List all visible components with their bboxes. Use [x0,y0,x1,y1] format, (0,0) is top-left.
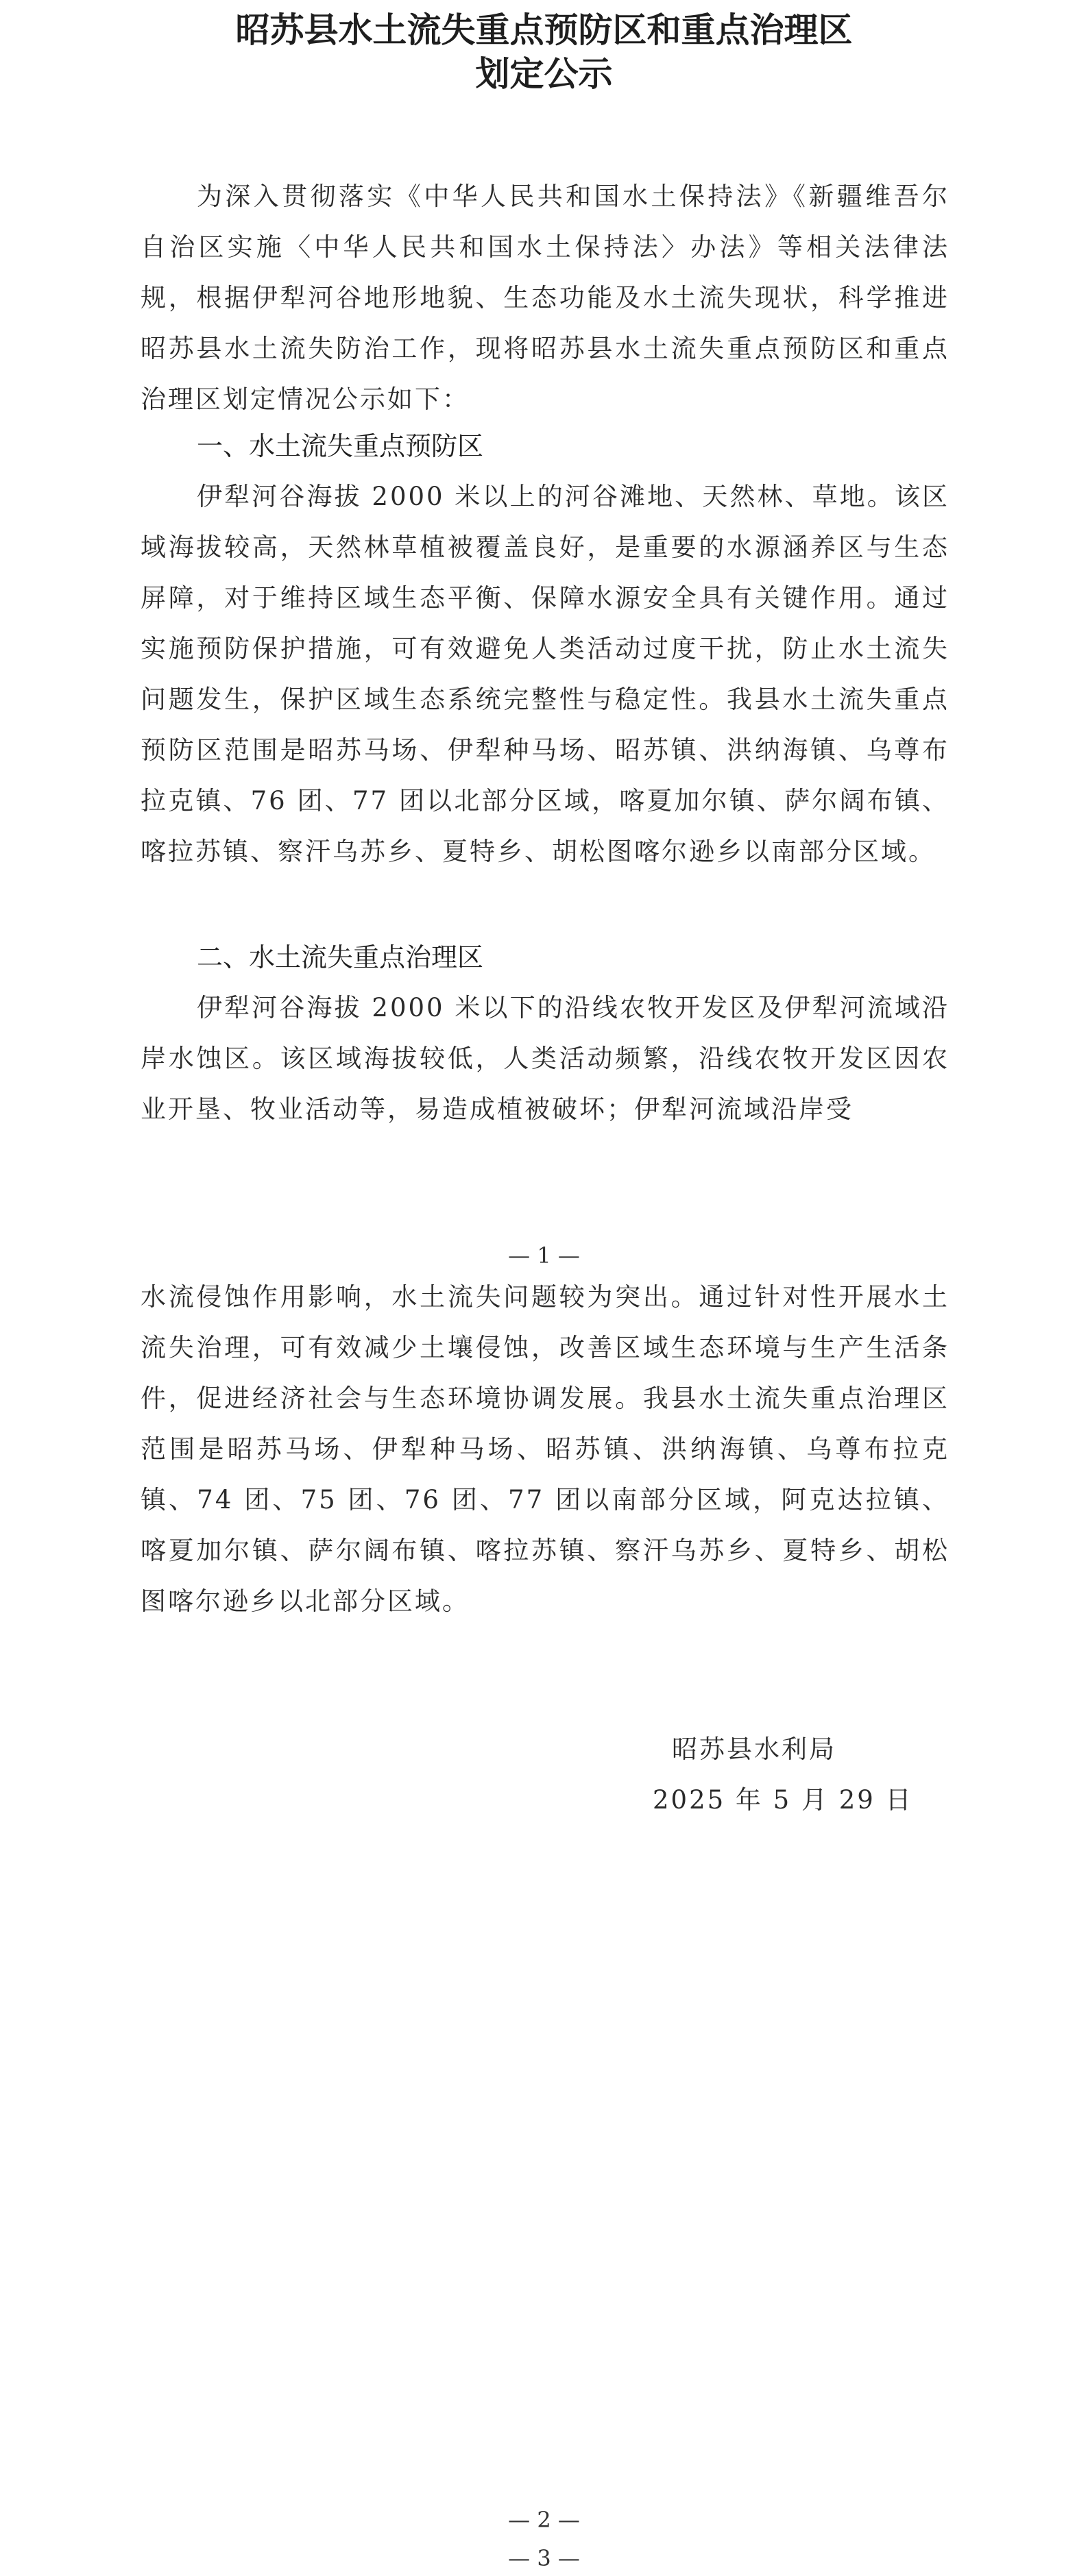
signature-org: 昭苏县水利局 [672,1734,836,1764]
document-title-line1: 昭苏县水土流失重点预防区和重点治理区 [235,10,853,50]
section2-paragraph-page2: 水流侵蚀作用影响，水土流失问题较为突出。通过针对性开展水土流失治理，可有效减少土壤侵蚀，改善区域生态环境与生产生活条件，促进经济社会与生态环境协调发展。我县水土流失重点治理区范围是昭苏马场、伊犁种马场、昭苏镇、洪纳海镇、乌尊布拉克镇、74 团、75 团、76 团、77 团以南部分区域，阿克达拉镇、喀夏加尔镇、萨尔阔布镇、喀拉苏镇、察汗乌苏乡、夏特乡、胡松图喀尔逊乡以北部分区域。 [141,1282,950,1616]
signature-date: 2025 年 5 月 29 日 [653,1785,913,1815]
intro-paragraph: 为深入贯彻落实《中华人民共和国水土保持法》《新疆维吾尔自治区实施〈中华人民共和国水土保持法〉办法》等相关法律法规，根据伊犁河谷地形地貌、生态功能及水土流失现状，科学推进昭苏县水土流失防治工作，现将昭苏县水土流失重点预防区和重点治理区划定情况公示如下： [141,182,950,414]
page-number-1: — 1 — [508,1242,580,1268]
section1-paragraph: 伊犁河谷海拔 2000 米以上的河谷滩地、天然林、草地。该区域海拔较高，天然林草植被覆盖良好，是重要的水源涵养区与生态屏障，对于维持区域生态平衡、保障水源安全具有关键作用。通过实施预防保护措施，可有效避免人类活动过度干扰，防止水土流失问题发生，保护区域生态系统完整性与稳定性。我县水土流失重点预防区范围是昭苏马场、伊犁种马场、昭苏镇、洪纳海镇、乌尊布拉克镇、76 团、77 团以北部分区域，喀夏加尔镇、萨尔阔布镇、喀拉苏镇、察汗乌苏乡、夏特乡、胡松图喀尔逊乡以南部分区域。 [141,482,950,866]
section2-heading: 二、水土流失重点治理区 [197,942,484,972]
document-title-line2: 划定公示 [475,53,613,94]
section2-paragraph-page1: 伊犁河谷海拔 2000 米以下的沿线农牧开发区及伊犁河流域沿岸水蚀区。该区域海拔较低，人类活动频繁，沿线农牧开发区因农业开垦、牧业活动等，易造成植被破坏；伊犁河流域沿岸受 [141,993,950,1124]
page-number-2: — 2 — [508,2507,580,2533]
section1-heading: 一、水土流失重点预防区 [197,431,484,461]
page-number-3: — 3 — [508,2545,580,2571]
